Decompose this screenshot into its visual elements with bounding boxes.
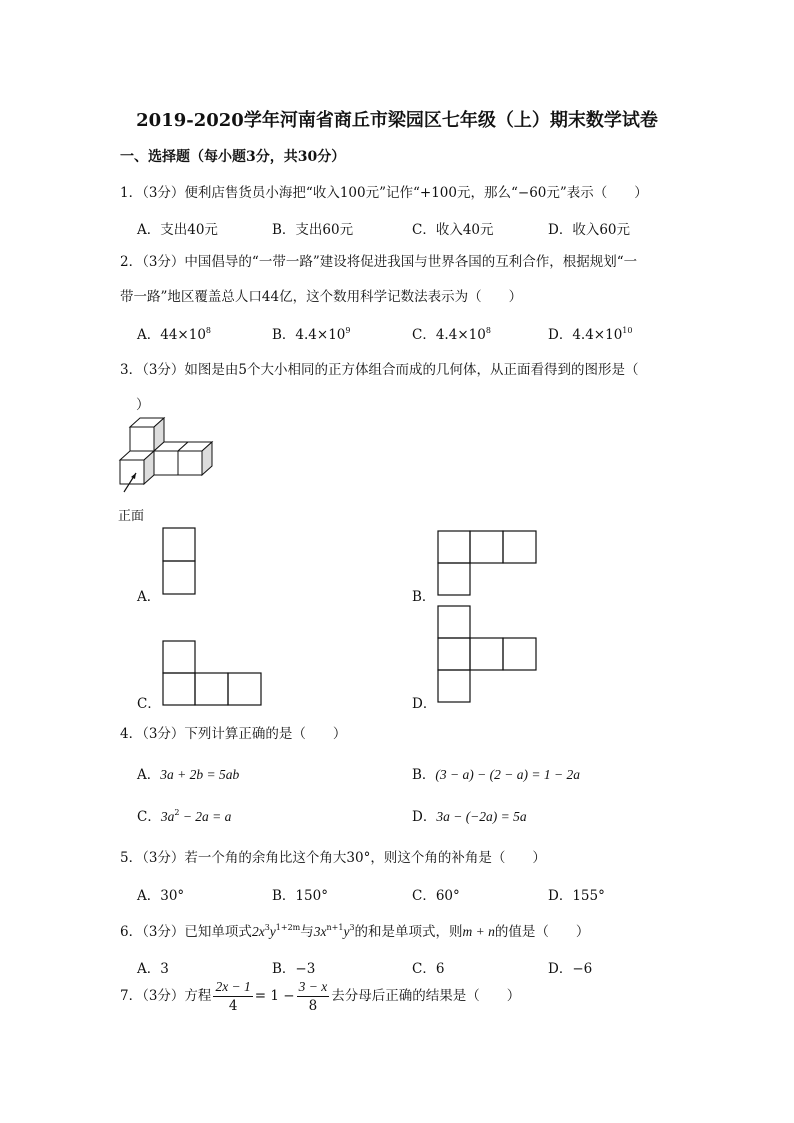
q3-option-a-label[interactable]: A． [137, 589, 161, 605]
q4-option-b[interactable]: B．(3 − a) − (2 − a) = 1 − 2a [412, 767, 580, 783]
question-2-stem-line2: 带一路”地区覆盖总人口44亿，这个数用科学记数法表示为（ ） [120, 289, 523, 305]
q6-option-a[interactable]: A．3 [137, 961, 169, 977]
q6-option-b[interactable]: B．−3 [272, 961, 316, 977]
fraction-1: $\frac{2x - 1}{4}$ [215, 979, 251, 1014]
q6-option-d[interactable]: D．−6 [548, 961, 593, 977]
question-4-stem: 4．（3分）下列计算正确的是（ ） [120, 726, 347, 742]
q4-option-d[interactable]: D．3a − (−2a) = 5a [412, 809, 527, 825]
q3-option-a-figure [162, 527, 196, 595]
q4-option-c[interactable]: C．$3a^2 - 2a = a$ [137, 808, 232, 825]
q2-option-d[interactable]: D．$4.4\times 10^{10}$ [548, 326, 633, 343]
q1-option-b[interactable]: B．支出60元 [272, 222, 354, 238]
q3-option-d-figure [437, 605, 537, 703]
section-heading: 一、选择题（每小题3分，共30分） [120, 149, 346, 165]
q1-option-c[interactable]: C．收入40元 [412, 222, 494, 238]
question-2-stem-line1: 2．（3分）中国倡导的“一带一路”建设将促进我国与世界各国的互利合作，根据规划“一 [120, 254, 638, 270]
fraction-2: $\frac{3 - x}{8}$ [298, 979, 328, 1014]
page-title: 2019-2020学年河南省商丘市梁园区七年级（上）期末数学试卷 [136, 110, 658, 131]
question-7-stem: 7．（3分）方程 $\frac{2x - 1}{4}$ = 1 − $\frac{3 - x}{8}$ 去分母后正确的结果是（ ） [120, 979, 521, 1014]
q2-option-a[interactable]: A．$44\times 10^8$ [137, 326, 212, 343]
q5-option-d[interactable]: D．155° [548, 888, 605, 904]
question-3-stem-line2: ） [136, 397, 150, 413]
q3-option-c-figure [162, 640, 262, 706]
q1-option-a[interactable]: A．支出40元 [137, 222, 218, 238]
front-label: 正面 [118, 509, 145, 524]
q3-option-d-label[interactable]: D． [412, 696, 437, 712]
q2-option-b[interactable]: B．$4.4\times 10^9$ [272, 326, 351, 343]
question-6-stem: 6．（3分）已知单项式$2x^3y^{1+2m}$与$3x^{n+1}y^3$的和是单项式，则m + n的值是（ ） [120, 923, 590, 940]
q6-option-c[interactable]: C．6 [412, 961, 445, 977]
q5-option-b[interactable]: B．150° [272, 888, 328, 904]
q2-option-c[interactable]: C．$4.4\times 10^8$ [412, 326, 491, 343]
q4-option-a[interactable]: A．3a + 2b = 5ab [137, 767, 240, 783]
question-5-stem: 5．（3分）若一个角的余角比这个角大30°，则这个角的补角是（ ） [120, 850, 546, 866]
q5-option-c[interactable]: C．60° [412, 888, 460, 904]
q3-option-c-label[interactable]: C． [137, 696, 161, 712]
q5-option-a[interactable]: A．30° [137, 888, 185, 904]
q3-option-b-figure [437, 530, 537, 596]
question-1-stem: 1．（3分）便利店售货员小海把“收入100元”记作“+100元，那么“−60元”表示（ ） [120, 185, 648, 201]
cube-figure [118, 415, 228, 500]
q3-option-b-label[interactable]: B． [412, 589, 436, 605]
question-3-stem-line1: 3．（3分）如图是由5个大小相同的正方体组合而成的几何体，从正面看得到的图形是（ [120, 362, 639, 378]
q1-option-d[interactable]: D．收入60元 [548, 222, 631, 238]
